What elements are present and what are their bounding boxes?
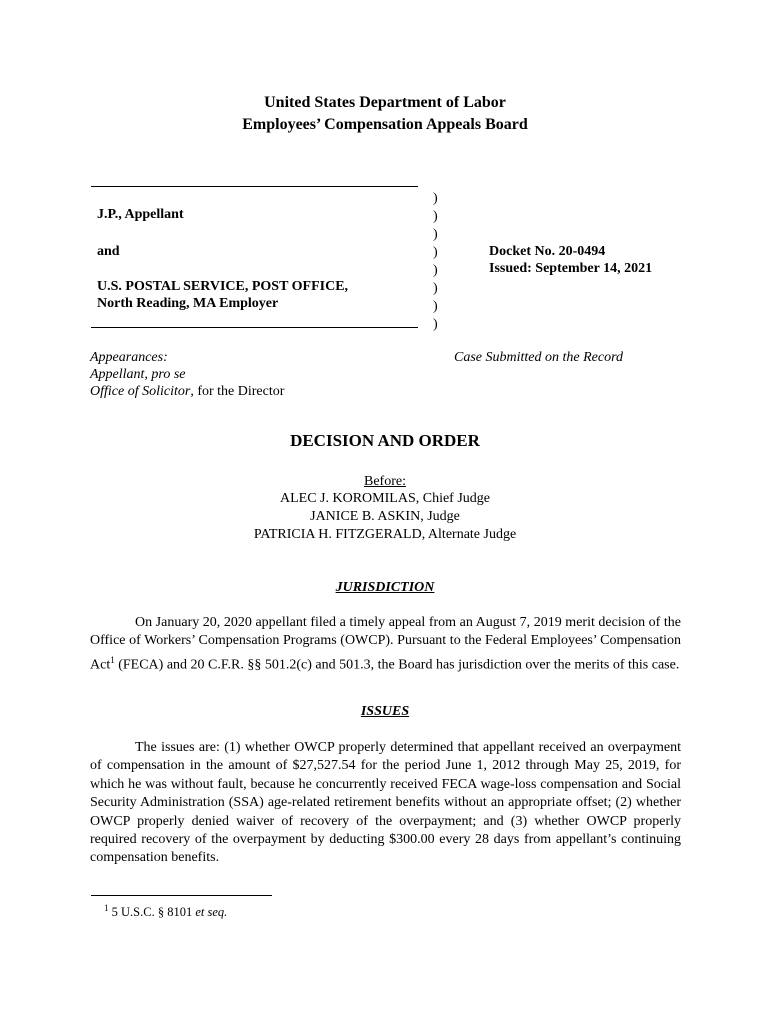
- agency-title: United States Department of Labor: [264, 94, 506, 111]
- judge-chief: ALEC J. KOROMILAS, Chief Judge: [280, 491, 490, 506]
- issues-heading: ISSUES: [360, 704, 410, 719]
- footnote-text: 5 U.S.C. § 8101: [111, 905, 193, 920]
- jurisdiction-text-continued: (FECA) and 20 C.F.R. §§ 501.2(c) and 501.3, the Board has jurisdiction over the merits of this case.: [114, 657, 680, 673]
- footnote: [104, 903, 227, 920]
- caption-paren: ): [433, 317, 438, 332]
- footnote-marker: 1: [104, 903, 109, 913]
- docket-number: Docket No. 20-0494: [489, 244, 606, 259]
- employer-line-1: U.S. POSTAL SERVICE, POST OFFICE,: [97, 279, 349, 294]
- case-submitted-note: Case Submitted on the Record: [454, 350, 624, 365]
- caption-paren: ): [433, 245, 438, 260]
- caption-paren: ): [433, 227, 438, 242]
- decision-title: DECISION AND ORDER: [290, 431, 480, 450]
- caption-paren: ): [433, 263, 438, 278]
- caption-top-rule: [91, 186, 418, 187]
- caption-paren: ): [433, 299, 438, 314]
- before-label: Before:: [364, 474, 406, 489]
- issued-date: Issued: September 14, 2021: [489, 261, 653, 276]
- solicitor-role: , for the Director: [190, 384, 285, 399]
- jurisdiction-text: On January 20, 2020 appellant filed a timely appeal from an August 7, 2019 merit decision of the Office of Workers’ Compensation Programs (OWCP). Pursuant to the Federal Employees’ Compensation Act: [90, 615, 681, 673]
- judge-alternate: PATRICIA H. FITZGERALD, Alternate Judge: [253, 527, 517, 542]
- caption-paren: ): [433, 209, 438, 224]
- appearances-label: Appearances:: [90, 350, 168, 365]
- appellant-name: J.P., Appellant: [97, 207, 184, 222]
- and-word: and: [97, 244, 120, 259]
- issues-paragraph: The issues are: (1) whether OWCP properly determined that appellant received an overpayment of compensation in the amount of $27,527.54 for the period June 1, 2012 through May 25, 2019, for which he was without fault, because he concurrently received FECA wage-loss compensation and Social Security Administration (SSA) age-related retirement benefits without an appropriate offset; (2) whether OWCP properly denied waiver of recovery of the overpayment; and (3) whether OWCP properly required recovery of the overpayment by deducting $300.00 every 28 days from appellant’s continuing compensation benefits.: [90, 740, 681, 866]
- jurisdiction-paragraph: [90, 614, 681, 675]
- footnote-reference: 1: [110, 654, 115, 665]
- solicitor-appearance: [90, 384, 284, 400]
- appellant-appearance: Appellant, pro se: [90, 367, 186, 382]
- judge: JANICE B. ASKIN, Judge: [310, 509, 460, 524]
- board-title: Employees’ Compensation Appeals Board: [242, 116, 528, 133]
- employer-line-2: North Reading, MA Employer: [97, 296, 279, 311]
- caption-bottom-rule: [91, 327, 418, 328]
- caption-paren: ): [433, 191, 438, 206]
- footnote-italic: et seq.: [195, 905, 228, 920]
- jurisdiction-heading: JURISDICTION: [335, 580, 435, 595]
- footnote-rule: [91, 895, 272, 896]
- solicitor-name: Office of Solicitor: [90, 384, 191, 399]
- caption-paren: ): [433, 281, 438, 296]
